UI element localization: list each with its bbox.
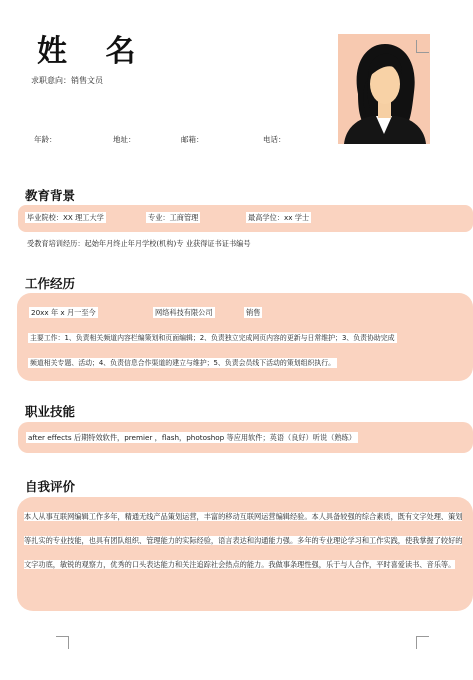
- education-degree: 最高学位：xx 学士: [248, 213, 310, 222]
- age-label: 年龄：: [34, 135, 57, 144]
- education-major: 专业：工商管理: [148, 213, 199, 222]
- job-intent: 求职意向：销售文员: [31, 76, 103, 85]
- work-title: 工作经历: [25, 276, 76, 291]
- work-duty-line1: 主要工作：1、负责相关频道内容栏编策划和页面编辑；2、负责独立完成网页内容的更新与日常维护；3、负责协助完成: [30, 334, 395, 342]
- corner-mark-bottom-left: [56, 636, 69, 649]
- self-eval-text: 本人从事互联网编辑工作多年，精通无线产品策划运营，丰富的移动互联网运营编辑经验。本人具备较强的综合素质，既有文字处理、策划等扎实的专业技能，也具有团队组织、管理能力的实际经验，语言表达和沟通能力强。多年的专业理论学习和工作实践，使我掌握了较好的文字功底，敏锐的观察力，优秀的口头表达能力和关注追踪社会热点的能力。我做事条理性强，乐于与人合作，平时喜爱读书、音乐等。: [24, 512, 463, 569]
- resume-name: 姓 名: [37, 34, 150, 69]
- skills-title: 职业技能: [25, 404, 76, 419]
- education-training: 受教育培训经历：起始年月终止年月学校(机构)专 业获得证书证书编号: [27, 239, 251, 248]
- work-company: 网络科技有限公司: [155, 308, 213, 317]
- address-label: 地址：: [113, 135, 136, 144]
- corner-mark-top-right: [416, 40, 429, 53]
- work-duty-line2: 频道相关专题、活动；4、负责信息合作渠道的建立与维护；5、负责会员线下活动的策划组织执行。: [30, 359, 336, 367]
- education-school: 毕业院校：XX 理工大学: [27, 213, 104, 222]
- email-label: 邮箱：: [181, 135, 204, 144]
- work-position: 销售: [246, 308, 261, 317]
- self-eval-title: 自我评价: [25, 479, 76, 494]
- skills-text: after effects 后期特效软件，premier ，flash，photoshop 等应用软件；英语（良好）听说（熟练）: [28, 433, 356, 442]
- corner-mark-bottom-right: [416, 636, 429, 649]
- education-title: 教育背景: [25, 188, 76, 203]
- phone-label: 电话：: [263, 135, 286, 144]
- work-period: 20xx 年 x 月一至今: [31, 308, 96, 317]
